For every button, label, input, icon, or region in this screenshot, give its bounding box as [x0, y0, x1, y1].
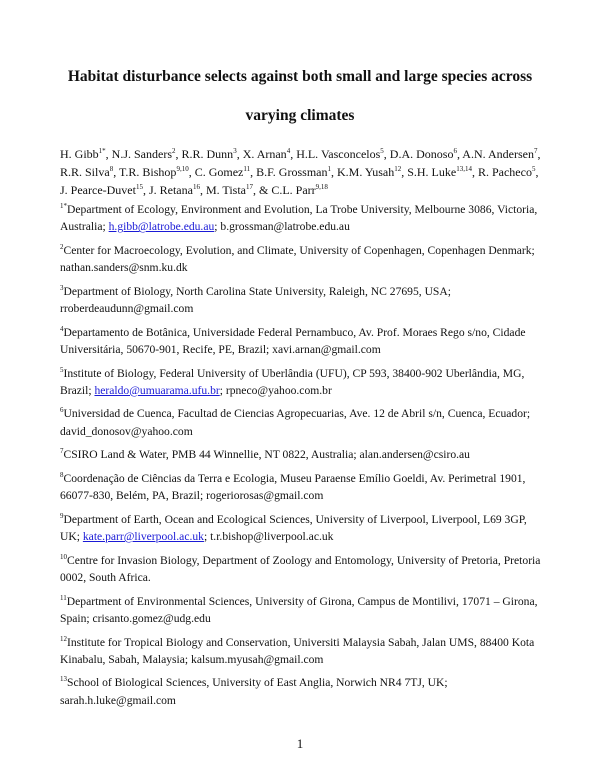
author-separator: , [175, 147, 182, 161]
affiliation-text: Department of Ecology, Environment and Evolution, La Trobe University, Melbourne 3086, Victoria, Australia; [60, 203, 538, 234]
affiliation-entry [60, 634, 545, 669]
author-name: A.N. Andersen [462, 147, 534, 161]
author-separator: , [535, 164, 539, 179]
author-affiliation-marker: 17 [246, 182, 253, 191]
affiliation-marker: 9 [60, 511, 64, 520]
author-name: N.J. Sanders [111, 147, 172, 161]
affiliation-text: School of Biological Sciences, University of East Anglia, Norwich NR4 7TJ, UK; sarah.h.luke@gmail.com [60, 676, 448, 707]
author-name: S.H. Luke [407, 164, 457, 179]
email-link[interactable]: heraldo@umuarama.ufu.br [94, 383, 220, 397]
author-affiliation-marker: 9,10 [176, 164, 189, 173]
affiliation-marker: 6 [60, 406, 64, 415]
affiliation-marker: 13 [60, 675, 67, 684]
author-affiliation-marker: 12 [394, 164, 402, 173]
affiliation-text: CSIRO Land & Water, PMB 44 Winnellie, NT 0822, Australia; alan.andersen@csiro.au [63, 448, 470, 462]
affiliation-text: Centre for Invasion Biology, Department of Zoology and Entomology, University of Pretoria, Pretoria 0002, South Africa. [60, 553, 541, 585]
affiliation-entry [60, 552, 545, 587]
affiliation-marker: 8 [60, 471, 64, 480]
author-separator: , [330, 164, 337, 179]
affiliation-marker: 1* [60, 202, 67, 211]
paper-title-line-1: Habitat disturbance selects against both small and large species across [67, 68, 533, 85]
affiliation-entry [60, 283, 545, 318]
affiliation-entry [60, 324, 545, 359]
author-name: J. Retana [148, 182, 193, 197]
author-affiliation-marker: 4 [286, 147, 291, 155]
author-name: B.F. Grossman [256, 164, 328, 179]
affiliation-entry [60, 446, 545, 463]
affiliation-entry [60, 365, 545, 400]
affiliation-text: Departamento de Botânica, Universidade Federal Pernambuco, Av. Prof. Moraes Rego s/no, Cidade Universitária, 50670-901, Recife, PE, Brazil; xavi.arnan@gmail.com [60, 325, 526, 356]
author-list [60, 146, 545, 199]
affiliation-marker: 3 [60, 283, 64, 292]
author-separator: , [236, 147, 243, 161]
author-separator: , [105, 147, 112, 161]
author-affiliation-marker: 13,14 [456, 164, 472, 173]
author-name: C.L. Parr [271, 182, 316, 197]
affiliation-entry [60, 201, 545, 236]
author-name: R. Pacheco [477, 164, 532, 179]
author-affiliation-marker: 1* [98, 147, 106, 155]
author-separator: , [250, 164, 257, 179]
author-name: T.R. Bishop [118, 164, 177, 179]
affiliation-text: Department of Biology, North Carolina State University, Raleigh, NC 27695, USA; rroberdeaudunn@gmail.com [60, 284, 451, 316]
author-affiliation-marker: 15 [135, 182, 143, 191]
author-separator: , [113, 164, 119, 179]
author-separator: , [456, 147, 463, 161]
page-number: 1 [296, 736, 304, 751]
author-separator: , [199, 182, 206, 197]
author-affiliation-marker: 1 [327, 164, 331, 173]
affiliation-text: Center for Macroecology, Evolution, and Climate, University of Copenhagen, Copenhagen Denmark; nathan.sanders@snm.ku.dk [60, 243, 535, 275]
author-name: D.A. Donoso [389, 147, 454, 161]
affiliation-marker: 7 [60, 447, 64, 456]
author-affiliation-marker: 5 [380, 147, 384, 155]
author-separator: , & [253, 182, 272, 197]
author-separator: , [471, 164, 478, 179]
author-affiliation-marker: 16 [192, 182, 200, 191]
affiliation-text: ; t.r.bishop@liverpool.ac.uk [203, 530, 334, 544]
affiliation-entry [60, 470, 545, 505]
author-affiliation-marker: 8 [109, 164, 114, 173]
author-affiliation-marker: 11 [243, 164, 251, 173]
author-name: K.M. Yusah [336, 164, 395, 179]
author-affiliation-marker: 9,18 [315, 182, 328, 191]
author-separator: , [401, 164, 408, 179]
affiliation-entry [60, 242, 545, 277]
affiliation-entry [60, 405, 545, 440]
affiliation-text: Department of Environmental Sciences, University of Girona, Campus de Montilivi, 17071 – Girona, Spain; crisanto.gomez@udg.edu [60, 594, 538, 625]
author-name: M. Tista [205, 182, 246, 197]
affiliation-list [60, 201, 545, 715]
affiliation-text: Institute for Tropical Biology and Conservation, Universiti Malaysia Sabah, Jalan UMS, 88400 Kota Kinabalu, Sabah, Malaysia; kalsum.myusah@gmail.com [60, 635, 535, 666]
author-affiliation-marker: 5 [531, 164, 536, 173]
affiliation-marker: 2 [60, 243, 64, 252]
affiliation-entry [60, 593, 545, 628]
author-name: H.L. Vasconcelos [296, 147, 381, 161]
affiliation-entry [60, 674, 545, 709]
affiliation-text: Universidad de Cuenca, Facultad de Ciencias Agropecuarias, Ave. 12 de Abril s/n, Cuenca, Ecuador; david_donosov@yahoo.com [60, 407, 531, 438]
author-affiliation-marker: 7 [533, 147, 538, 155]
author-name: R.R. Dunn [181, 147, 234, 161]
affiliation-text: Institute of Biology, Federal University of Uberlândia (UFU), CP 593, 38400-902 Uberlândia, MG, Brazil; [60, 366, 525, 397]
email-link[interactable]: h.gibb@latrobe.edu.au [108, 220, 215, 234]
author-separator: , [383, 147, 390, 161]
affiliation-marker: 5 [60, 365, 64, 374]
affiliation-text: Coordenação de Ciências da Terra e Ecologia, Museu Paraense Emílio Goeldi, Av. Perimetral 1901, 66077-830, Belém, PA, Brazil; rogeriorosas@gmail.com [60, 471, 526, 503]
affiliation-marker: 11 [60, 593, 67, 602]
affiliation-marker: 4 [60, 324, 64, 333]
paper-title-line-2: varying climates [245, 107, 355, 124]
affiliation-marker: 10 [60, 552, 67, 561]
email-link[interactable]: kate.parr@liverpool.ac.uk [82, 530, 204, 544]
affiliation-text: ; b.grossman@latrobe.edu.au [214, 220, 350, 234]
affiliation-text: Department of Earth, Ocean and Ecological Sciences, University of Liverpool, Liverpool, L69 3GP, UK; [60, 512, 527, 544]
author-separator: , [188, 164, 195, 179]
affiliation-entry [60, 511, 545, 546]
author-affiliation-marker: 2 [172, 147, 176, 155]
affiliation-text: ; rpneco@yahoo.com.br [219, 383, 332, 397]
author-separator: , [537, 147, 541, 161]
author-name: H. Gibb [60, 147, 99, 161]
author-affiliation-marker: 6 [453, 147, 457, 155]
affiliation-marker: 12 [60, 634, 67, 643]
author-name: J. Pearce-Duvet [60, 182, 136, 197]
author-affiliation-marker: 3 [233, 147, 237, 155]
author-name: C. Gomez [194, 164, 244, 179]
author-name: R.R. Silva [60, 164, 110, 179]
author-separator: , [290, 147, 297, 161]
author-separator: , [142, 182, 149, 197]
author-name: X. Arnan [242, 147, 287, 161]
